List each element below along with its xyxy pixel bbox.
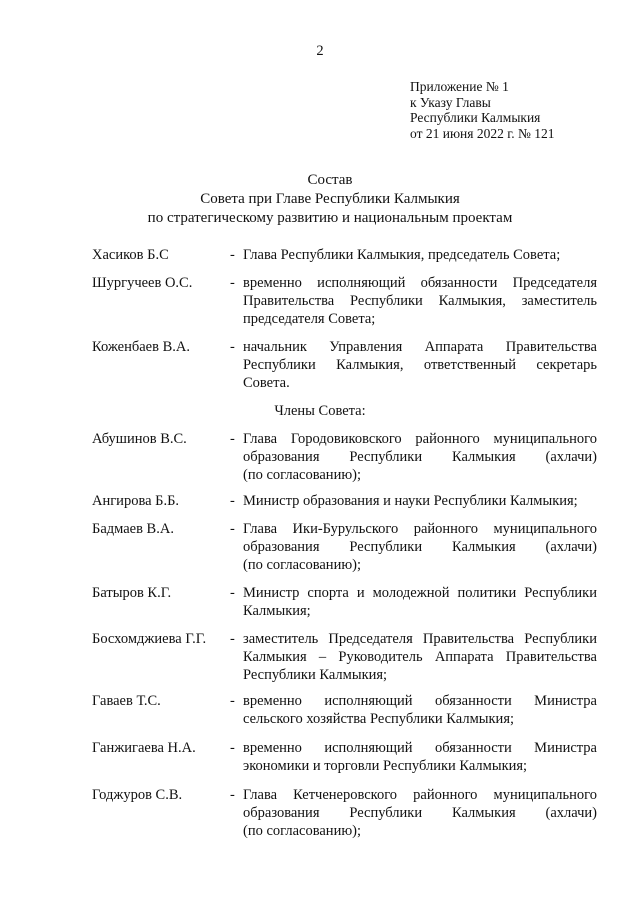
entry-dash: -	[230, 339, 235, 355]
person-role	[243, 520, 597, 574]
entry-dash: -	[230, 631, 235, 647]
role-line: Совета.	[243, 375, 290, 391]
role-line: (по согласованию);	[243, 467, 362, 483]
person-role	[243, 739, 597, 775]
role-line: временно исполняющий обязанности Министра	[243, 740, 597, 756]
person-name: Хасиков Б.С	[92, 247, 169, 263]
person-role	[243, 430, 597, 484]
members-heading: Члены Совета:	[274, 403, 366, 419]
person-role	[243, 692, 597, 728]
person-name: Годжуров С.В.	[92, 787, 183, 803]
role-line: Глава Ики-Бурульского районного муниципального	[243, 521, 597, 537]
annex-line: Приложение № 1	[410, 79, 509, 94]
role-line: (по согласованию);	[243, 557, 362, 573]
person-name: Абушинов В.С.	[92, 431, 187, 447]
role-line: Глава Кетченеровского районного муниципального	[243, 787, 597, 803]
person-name: Ганжигаева Н.А.	[92, 740, 196, 756]
role-line: начальник Управления Аппарата Правительства	[243, 339, 597, 355]
role-line: образования Республики Калмыкия (ахлачи)	[243, 449, 597, 465]
annex-line: Республики Калмыкия	[410, 110, 541, 125]
role-line: Глава Республики Калмыкия, председатель Совета;	[243, 247, 561, 263]
person-name: Шургучеев О.С.	[92, 275, 193, 291]
document-title	[60, 171, 600, 228]
person-name: Батыров К.Г.	[92, 585, 172, 601]
person-name: Гаваев Т.С.	[92, 693, 161, 709]
role-line: временно исполняющий обязанности Министра	[243, 693, 597, 709]
role-line: (по согласованию);	[243, 823, 362, 839]
title-line: Совета при Главе Республики Калмыкия	[200, 191, 460, 207]
annex-line: к Указу Главы	[410, 94, 491, 110]
person-role	[243, 492, 597, 510]
entry-dash: -	[230, 493, 235, 509]
annex-block	[410, 79, 610, 141]
role-line: Республики Калмыкия;	[243, 667, 388, 683]
entry-dash: -	[230, 693, 235, 709]
role-line: Министр образования и науки Республики Калмыкия;	[243, 493, 578, 509]
role-line: председателя Совета;	[243, 311, 376, 327]
role-line: Республики Калмыкия, ответственный секретарь	[243, 357, 597, 373]
entry-dash: -	[230, 787, 235, 803]
entry-dash: -	[230, 275, 235, 291]
role-line: заместитель Председателя Правительства Республики	[243, 631, 597, 647]
person-name: Бадмаев В.А.	[92, 521, 174, 537]
role-line: Министр спорта и молодежной политики Республики	[243, 585, 597, 601]
role-line: Калмыкия;	[243, 603, 311, 619]
role-line: экономики и торговли Республики Калмыкия;	[243, 758, 528, 774]
annex-line: от 21 июня 2022 г. № 121	[410, 125, 555, 141]
person-role	[243, 630, 597, 684]
person-name: Босхомджиева Г.Г.	[92, 631, 207, 647]
role-line: образования Республики Калмыкия (ахлачи)	[243, 805, 597, 821]
entry-dash: -	[230, 247, 235, 263]
role-line: Глава Городовиковского районного муниципального	[243, 431, 597, 447]
page-number: 2	[316, 43, 324, 59]
person-role	[243, 338, 597, 392]
person-role	[243, 786, 597, 840]
person-role	[243, 246, 597, 264]
entry-dash: -	[230, 740, 235, 756]
role-line: Калмыкия – Руководитель Аппарата Правительства	[243, 649, 597, 665]
title-line: по стратегическому развитию и национальным проектам	[147, 210, 513, 226]
entry-dash: -	[230, 431, 235, 447]
person-name: Коженбаев В.А.	[92, 339, 190, 355]
role-line: сельского хозяйства Республики Калмыкия;	[243, 711, 515, 727]
person-role	[243, 274, 597, 328]
entry-dash: -	[230, 585, 235, 601]
person-role	[243, 584, 597, 620]
entry-dash: -	[230, 521, 235, 537]
person-name: Ангирова Б.Б.	[92, 493, 180, 509]
title-line: Состав	[307, 172, 353, 188]
role-line: образования Республики Калмыкия (ахлачи)	[243, 539, 597, 555]
role-line: Правительства Республики Калмыкия, заместитель	[243, 293, 597, 309]
role-line: временно исполняющий обязанности Председателя	[243, 275, 597, 291]
